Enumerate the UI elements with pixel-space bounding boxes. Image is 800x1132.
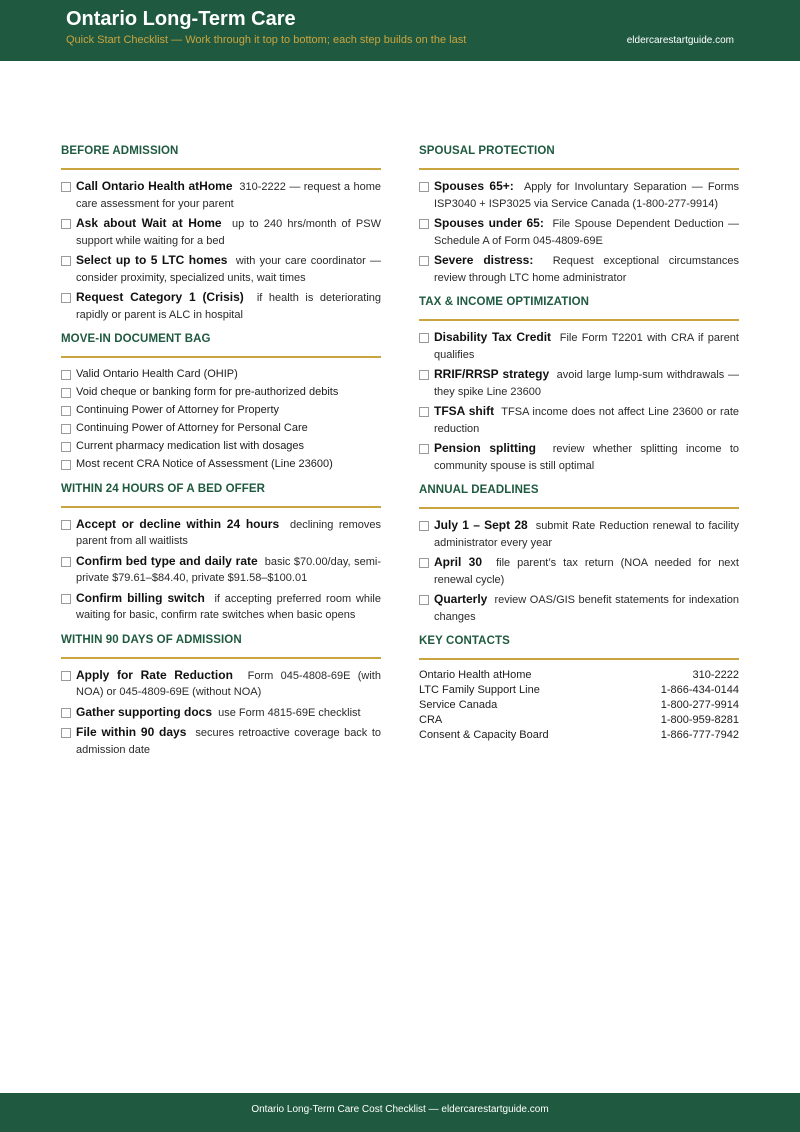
section-annual-deadlines [419,482,739,625]
item-title: Spouses 65+: [434,179,514,193]
item-title: July 1 – Sept 28 [434,518,528,532]
checkbox[interactable] [61,708,71,718]
contact-row [419,698,739,713]
checkbox[interactable] [61,671,71,681]
checklist-item [61,420,381,437]
item-text [76,178,381,212]
section-heading: KEY CONTACTS [419,633,739,660]
item-text [434,591,739,625]
item-description: basic $70.00/day, semi-private $79.61–$84.40, private $91.58–$100.01 [76,555,381,584]
contact-phone[interactable]: 1-800-277-9914 [660,699,739,711]
item-title: Gather supporting docs [76,704,213,719]
section-heading: BEFORE ADMISSION [61,143,381,170]
item-title: Confirm bed type and daily rate [76,553,258,568]
checkbox[interactable] [419,182,429,192]
contact-row [419,713,739,728]
section-spousal-protection [419,143,739,286]
item-title: File within 90 days [76,725,187,739]
section-within-90-days [61,632,381,759]
item-title: Confirm billing switch [76,590,205,605]
checklist-item [419,440,739,474]
item-text [434,215,739,249]
checklist-item [61,704,381,722]
item-description: Form 045-4808-69E (with NOA) or 045-4809-69E (without NOA) [76,669,381,698]
item-description: use Form 4815-69E checklist [218,706,361,719]
checklist-item [419,591,739,625]
checklist-item [61,590,381,624]
item-text [434,329,739,363]
checkbox[interactable] [419,219,429,229]
item-title: Call Ontario Health atHome [76,179,233,193]
item-title: Spouses under 65: [434,216,544,230]
item-text: Continuing Power of Attorney for Property [76,404,279,416]
checkbox[interactable] [419,558,429,568]
checklist-item [419,329,739,363]
item-text [434,517,739,551]
item-title: Severe distress: [434,253,534,267]
checklist-item [61,178,381,212]
section-heading: WITHIN 90 DAYS OF ADMISSION [61,632,381,659]
checklist-item [61,724,381,758]
checklist-item [61,438,381,455]
item-description: avoid large lump-sum withdrawals — they spike Line 23600 [434,369,739,398]
checklist-item [61,402,381,419]
item-text [434,178,739,212]
checklist-item [61,456,381,473]
section-heading: TAX & INCOME OPTIMIZATION [419,294,739,321]
item-text [434,366,739,400]
item-text [76,704,381,722]
item-description: up to 240 hrs/month of PSW support while waiting for a bed [76,218,381,247]
item-description: Apply for Involuntary Separation — Forms ISP3040 + ISP3025 via Service Canada (1-800-277-9914) [434,181,739,210]
item-text [76,553,381,587]
checklist [61,667,381,759]
checkbox[interactable] [61,460,71,470]
section-heading: MOVE-IN DOCUMENT BAG [61,331,381,358]
item-title: Disability Tax Credit [434,330,552,344]
checkbox[interactable] [61,219,71,229]
checklist-item [419,366,739,400]
checklist-item [419,403,739,437]
item-description: review whether splitting income to community spouse is still optimal [434,443,740,472]
section-heading: SPOUSAL PROTECTION [419,143,739,170]
item-text [434,554,739,588]
checkbox[interactable] [419,407,429,417]
contact-name: Consent & Capacity Board [419,729,549,741]
checkbox[interactable] [419,521,429,531]
item-title: TFSA shift [434,404,495,418]
checkbox[interactable] [419,370,429,380]
item-title: Request Category 1 (Crisis) [76,290,244,304]
checkbox[interactable] [61,728,71,738]
item-text: Valid Ontario Health Card (OHIP) [76,368,238,380]
item-text [76,724,381,758]
contact-phone[interactable]: 1-800-959-8281 [660,714,739,726]
contact-name: LTC Family Support Line [419,684,540,696]
checklist [61,516,381,624]
item-text: Most recent CRA Notice of Assessment (Line 23600) [76,458,333,470]
checklist [419,178,739,286]
section-heading: WITHIN 24 HOURS OF A BED OFFER [61,481,381,508]
item-title: Pension splitting [434,441,536,455]
item-text [434,403,739,437]
section-heading: ANNUAL DEADLINES [419,482,739,509]
item-text: Current pharmacy medication list with dosages [76,440,305,452]
item-description: if health is deteriorating rapidly or parent is ALC in hospital [76,292,381,321]
checkbox[interactable] [61,424,71,434]
item-description: secures retroactive coverage back to admission date [76,727,381,756]
page-footer: Ontario Long-Term Care Cost Checklist — eldercarestartguide.com [0,1093,800,1132]
checkbox[interactable] [61,520,71,530]
checkbox[interactable] [61,594,71,604]
contact-row [419,683,739,698]
checklist [61,366,381,473]
checklist-item [419,252,739,286]
page-header [0,0,800,61]
item-title: Accept or decline within 24 hours [76,516,280,531]
page-title: Ontario Long-Term Care [66,8,296,30]
item-title: Ask about Wait at Home [76,216,222,230]
right-column [419,143,739,743]
checkbox[interactable] [419,595,429,605]
page-subtitle: Quick Start Checklist — Work through it top to bottom; each step builds on the last [66,34,467,46]
contact-phone[interactable]: 310-2222 [692,669,739,681]
item-text [76,289,381,323]
item-title: Apply for Rate Reduction [76,667,233,682]
checkbox[interactable] [61,370,71,380]
checkbox[interactable] [61,557,71,567]
checkbox[interactable] [61,442,71,452]
section-before-admission [61,143,381,323]
item-description: declining removes parent from all waitlists [76,518,381,547]
item-text [434,252,739,286]
checklist-item [61,215,381,249]
item-title: Select up to 5 LTC homes [76,253,228,267]
checkbox[interactable] [419,444,429,454]
checklist-item [61,516,381,550]
item-title: RRIF/RRSP strategy [434,367,550,381]
checkbox[interactable] [419,333,429,343]
site-link[interactable]: eldercarestartguide.com [626,35,734,46]
checklist-item [61,553,381,587]
item-description: if accepting preferred room while waiting for basic, confirm rate switches when basic opens [76,592,381,621]
section-key-contacts [419,633,739,743]
checklist [419,329,739,474]
item-title: Quarterly [434,592,488,606]
checklist [61,178,381,323]
checklist-item [61,366,381,383]
item-text [76,516,381,550]
checkbox[interactable] [61,182,71,192]
checklist-item [419,215,739,249]
item-description: review OAS/GIS benefit statements for indexation changes [434,594,739,623]
contacts-table [419,668,739,743]
checkbox[interactable] [61,256,71,266]
item-description: Request exceptional circumstances review through LTC home administrator [434,255,739,284]
contact-name: Service Canada [419,699,498,711]
checklist-item [61,384,381,401]
checkbox[interactable] [419,256,429,266]
section-move-in-bag [61,331,381,473]
item-description: File Spouse Dependent Deduction — Schedule A of Form 045-4809-69E [434,218,739,247]
item-description: file parent’s tax return (NOA needed for next renewal cycle) [434,557,739,586]
checklist-item [61,667,381,701]
item-text [76,667,381,701]
contact-phone[interactable]: 1-866-434-0144 [660,684,739,696]
checkbox[interactable] [61,293,71,303]
item-description: 310-2222 — request a home care assessment for your parent [76,181,381,210]
item-text: Void cheque or banking form for pre-authorized debits [76,386,339,398]
item-text [434,440,739,474]
item-title: April 30 [434,555,482,569]
item-description: with your care coordinator — consider proximity, specialized units, wait times [76,255,381,284]
checklist-item [419,178,739,212]
item-text [76,215,381,249]
checklist-item [61,252,381,286]
item-text [76,252,381,286]
contact-row [419,728,739,743]
checklist [419,517,739,625]
contact-row [419,668,739,683]
item-text [76,590,381,624]
item-description: TFSA income does not affect Line 23600 or rate reduction [434,406,739,435]
item-text: Continuing Power of Attorney for Personal Care [76,422,308,434]
contact-phone[interactable]: 1-866-777-7942 [660,729,739,741]
section-within-24-hours [61,481,381,624]
contact-name: CRA [419,714,443,726]
checkbox[interactable] [61,406,71,416]
checklist-item [419,517,739,551]
checkbox[interactable] [61,388,71,398]
section-tax-income [419,294,739,474]
item-description: File Form T2201 with CRA if parent qualifies [434,332,739,361]
checklist-item [61,289,381,323]
left-column [61,143,381,761]
item-description: submit Rate Reduction renewal to facility administrator every year [434,520,739,549]
checklist-item [419,554,739,588]
contact-name: Ontario Health atHome [419,669,532,681]
